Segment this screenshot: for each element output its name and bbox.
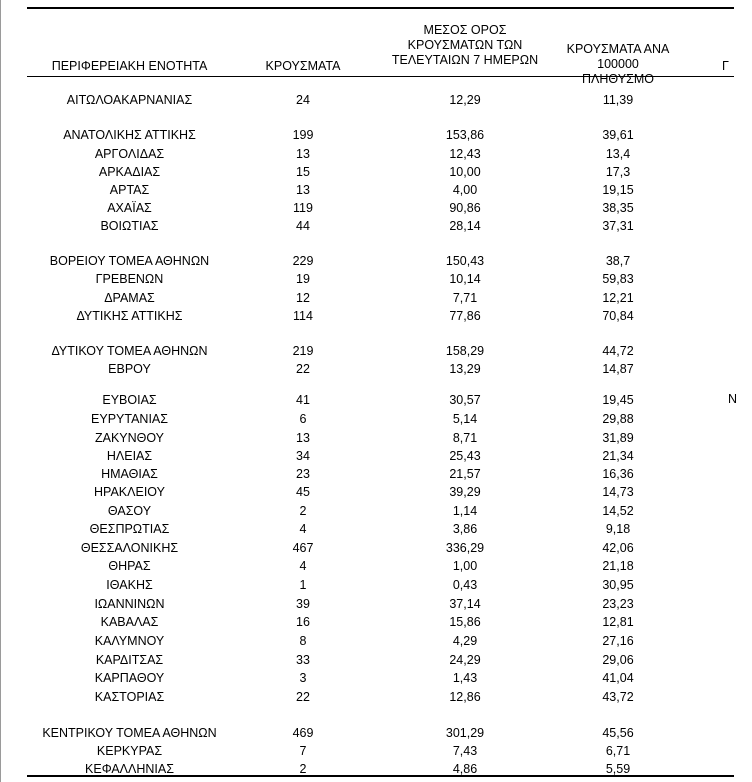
cell-per100k: 29,88 <box>602 412 634 426</box>
table-row <box>0 199 734 217</box>
cell-avg7: 10,14 <box>449 272 481 286</box>
table-row <box>0 342 734 360</box>
cell-avg7: 158,29 <box>445 344 485 358</box>
cell-cases: 4 <box>299 522 307 536</box>
cell-region: ΑΧΑΪΑΣ <box>107 201 152 215</box>
cell-region: ΑΡΓΟΛΙΔΑΣ <box>94 147 165 161</box>
table-row <box>0 520 734 538</box>
table-row <box>0 252 734 270</box>
table-row <box>0 465 734 483</box>
cell-per100k: 21,34 <box>602 449 634 463</box>
cell-cases: 2 <box>299 504 307 518</box>
cell-avg7: 7,43 <box>452 744 478 758</box>
table-row <box>0 360 734 378</box>
cell-per100k: 27,16 <box>602 634 634 648</box>
table-bottom-rule <box>27 775 734 777</box>
cell-cases: 24 <box>296 93 310 107</box>
cell-cases: 469 <box>292 726 314 740</box>
cell-cases: 219 <box>292 344 314 358</box>
table-row <box>0 289 734 307</box>
cell-region: ΚΑΡΠΑΘΟΥ <box>94 671 165 685</box>
cell-avg7: 10,00 <box>449 165 481 179</box>
cell-region: ΔΥΤΙΚΟΥ ΤΟΜΕΑ ΑΘΗΝΩΝ <box>51 344 208 358</box>
cell-cases: 44 <box>296 219 310 233</box>
cell-avg7: 12,29 <box>449 93 481 107</box>
cell-cases: 467 <box>292 541 314 555</box>
cell-region: ΘΑΣΟΥ <box>107 504 152 518</box>
cell-cases: 45 <box>296 485 310 499</box>
cell-cases: 8 <box>299 634 307 648</box>
header-cases-per-100k: ΚΡΟΥΣΜΑΤΑ ΑΝΑ 100000 ΠΛΗΘΥΣΜΟ <box>566 42 670 86</box>
table-row <box>0 595 734 613</box>
cell-avg7: 24,29 <box>449 653 481 667</box>
cell-per100k: 14,52 <box>602 504 634 518</box>
cell-per100k: 21,18 <box>602 559 634 573</box>
table-row <box>0 613 734 631</box>
cell-region: ΗΜΑΘΙΑΣ <box>101 467 158 481</box>
cell-cases: 41 <box>296 393 310 407</box>
cell-avg7: 4,29 <box>452 634 478 648</box>
cell-region: ΔΡΑΜΑΣ <box>104 291 155 305</box>
cell-per100k: 14,73 <box>602 485 634 499</box>
cell-cases: 39 <box>296 597 310 611</box>
cell-per100k: 19,15 <box>602 183 634 197</box>
cell-avg7: 39,29 <box>449 485 481 499</box>
cell-cases: 13 <box>296 431 310 445</box>
cell-per100k: 12,81 <box>602 615 634 629</box>
cell-avg7: 77,86 <box>449 309 481 323</box>
table-row <box>0 669 734 687</box>
cell-per100k: 38,35 <box>602 201 634 215</box>
cell-per100k: 45,56 <box>602 726 634 740</box>
table-row <box>0 91 734 109</box>
cell-region: ΗΡΑΚΛΕΙΟΥ <box>94 485 165 499</box>
cell-per100k: 29,06 <box>602 653 634 667</box>
cell-region: ΘΕΣΣΑΛΟΝΙΚΗΣ <box>80 541 179 555</box>
cell-region: ΚΑΛΥΜΝΟΥ <box>94 634 165 648</box>
cell-avg7: 28,14 <box>449 219 481 233</box>
table-row <box>0 742 734 760</box>
cell-region: ΚΕΡΚΥΡΑΣ <box>96 744 163 758</box>
cell-region: ΖΑΚΥΝΘΟΥ <box>94 431 165 445</box>
cell-avg7: 1,43 <box>452 671 478 685</box>
cell-avg7: 1,14 <box>452 504 478 518</box>
cell-per100k: 42,06 <box>602 541 634 555</box>
cell-per100k: 17,3 <box>605 165 631 179</box>
cell-avg7: 21,57 <box>449 467 481 481</box>
cell-avg7: 90,86 <box>449 201 481 215</box>
cell-avg7: 301,29 <box>445 726 485 740</box>
cell-region: ΘΗΡΑΣ <box>108 559 151 573</box>
cell-cases: 119 <box>293 201 313 215</box>
cell-region: ΚΑΡΔΙΤΣΑΣ <box>95 653 164 667</box>
cell-per100k: 13,4 <box>605 147 631 161</box>
cell-region: ΗΛΕΙΑΣ <box>106 449 153 463</box>
cell-per100k: 43,72 <box>602 690 634 704</box>
cell-per100k: 19,45 <box>602 393 634 407</box>
header-region: ΠΕΡΙΦΕΡΕΙΑΚΗ ΕΝΟΤΗΤΑ <box>51 59 208 73</box>
cell-avg7: 8,71 <box>452 431 478 445</box>
cell-region: ΙΩΑΝΝΙΝΩΝ <box>94 597 165 611</box>
cell-region: ΕΥΒΟΙΑΣ <box>102 393 157 407</box>
cell-cases: 12 <box>296 291 310 305</box>
cell-region: ΑΡΚΑΔΙΑΣ <box>98 165 161 179</box>
cell-per100k: 14,87 <box>602 362 634 376</box>
cell-per100k: 5,59 <box>605 762 631 776</box>
cell-cases: 16 <box>296 615 310 629</box>
cell-per100k: 9,18 <box>605 522 631 536</box>
cell-avg7: 37,14 <box>449 597 481 611</box>
cell-per100k: 37,31 <box>602 219 634 233</box>
cell-avg7: 4,86 <box>452 762 478 776</box>
cell-avg7: 25,43 <box>449 449 481 463</box>
table-row <box>0 429 734 447</box>
cell-cases: 13 <box>296 147 310 161</box>
cell-per100k: 59,83 <box>602 272 634 286</box>
cell-cases: 13 <box>296 183 310 197</box>
cell-cases: 22 <box>296 690 310 704</box>
cell-avg7: 12,43 <box>449 147 481 161</box>
cell-per100k: 23,23 <box>602 597 634 611</box>
table-row <box>0 502 734 520</box>
cell-cases: 34 <box>296 449 310 463</box>
cell-per100k: 70,84 <box>602 309 634 323</box>
cell-cases: 3 <box>299 671 307 685</box>
cell-cases: 19 <box>296 272 310 286</box>
table-row <box>0 447 734 465</box>
cell-avg7: 30,57 <box>449 393 481 407</box>
cell-region: ΚΑΣΤΟΡΙΑΣ <box>94 690 165 704</box>
cell-avg7: 15,86 <box>449 615 481 629</box>
table-row <box>0 576 734 594</box>
cell-per100k: 31,89 <box>602 431 634 445</box>
table-row <box>0 557 734 575</box>
cell-per100k: 11,39 <box>602 93 634 107</box>
cell-region: ΑΙΤΩΛΟΑΚΑΡΝΑΝΙΑΣ <box>66 93 193 107</box>
cell-region: ΑΡΤΑΣ <box>109 183 150 197</box>
cell-avg7: 13,29 <box>449 362 481 376</box>
cell-region: ΕΥΡΥΤΑΝΙΑΣ <box>91 412 168 426</box>
cell-cases: 7 <box>299 744 307 758</box>
table-row <box>0 217 734 235</box>
cell-per100k: 38,7 <box>605 254 631 268</box>
cell-avg7: 12,86 <box>449 690 481 704</box>
cell-avg7: 336,29 <box>445 541 485 555</box>
cell-avg7: 4,00 <box>452 183 478 197</box>
cell-region: ΙΘΑΚΗΣ <box>106 578 153 592</box>
cell-cases: 4 <box>299 559 307 573</box>
table-row <box>0 483 734 501</box>
table-row <box>0 688 734 706</box>
table-row <box>0 391 734 409</box>
table-row <box>0 651 734 669</box>
cell-avg7: 1,00 <box>452 559 478 573</box>
cell-per100k: 39,61 <box>602 128 634 142</box>
cut-off-cell: Ν <box>728 392 738 406</box>
cell-cases: 33 <box>296 653 310 667</box>
cell-cases: 114 <box>293 309 313 323</box>
cell-cases: 23 <box>296 467 310 481</box>
cell-per100k: 6,71 <box>605 744 631 758</box>
cell-per100k: 16,36 <box>602 467 634 481</box>
cell-cases: 1 <box>299 578 307 592</box>
cell-per100k: 30,95 <box>602 578 634 592</box>
header-cut-off-column: Γ <box>722 59 729 73</box>
cell-region: ΚΕΝΤΡΙΚΟΥ ΤΟΜΕΑ ΑΘΗΝΩΝ <box>42 726 217 740</box>
table-row <box>0 410 734 428</box>
cell-region: ΒΟΡΕΙΟΥ ΤΟΜΕΑ ΑΘΗΝΩΝ <box>49 254 210 268</box>
cell-region: ΔΥΤΙΚΗΣ ΑΤΤΙΚΗΣ <box>76 309 183 323</box>
cell-cases: 229 <box>292 254 314 268</box>
cell-cases: 2 <box>299 762 307 776</box>
cell-region: ΚΑΒΑΛΑΣ <box>100 615 159 629</box>
cell-avg7: 3,86 <box>452 522 478 536</box>
cell-cases: 6 <box>299 412 307 426</box>
table-row <box>0 145 734 163</box>
cell-avg7: 0,43 <box>452 578 478 592</box>
cell-per100k: 44,72 <box>602 344 634 358</box>
cell-cases: 199 <box>292 128 314 142</box>
cell-region: ΚΕΦΑΛΛΗΝΙΑΣ <box>85 762 174 776</box>
table-row <box>0 724 734 742</box>
cell-avg7: 7,71 <box>452 291 478 305</box>
table-row <box>0 632 734 650</box>
cell-region: ΓΡΕΒΕΝΩΝ <box>95 272 164 286</box>
cell-region: ΑΝΑΤΟΛΙΚΗΣ ΑΤΤΙΚΗΣ <box>63 128 196 142</box>
table-row <box>0 270 734 288</box>
table-row <box>0 307 734 325</box>
cell-region: ΕΒΡΟΥ <box>108 362 151 376</box>
cell-region: ΒΟΙΩΤΙΑΣ <box>100 219 159 233</box>
cell-avg7: 5,14 <box>452 412 478 426</box>
header-avg-7-days: ΜΕΣΟΣ ΟΡΟΣ ΚΡΟΥΣΜΑΤΩΝ ΤΩΝ ΤΕΛΕΥΤΑΙΩΝ 7 ΗΜΕΡΩΝ <box>391 23 539 67</box>
cell-per100k: 41,04 <box>602 671 634 685</box>
table-row <box>0 163 734 181</box>
table-row <box>0 126 734 144</box>
table-row <box>0 539 734 557</box>
cell-avg7: 153,86 <box>445 128 485 142</box>
cell-avg7: 150,43 <box>445 254 485 268</box>
cell-per100k: 12,21 <box>602 291 634 305</box>
table-row <box>0 181 734 199</box>
header-cases: ΚΡΟΥΣΜΑΤΑ <box>265 59 341 73</box>
cell-region: ΘΕΣΠΡΩΤΙΑΣ <box>89 522 170 536</box>
cell-cases: 22 <box>296 362 310 376</box>
cell-cases: 15 <box>296 165 310 179</box>
